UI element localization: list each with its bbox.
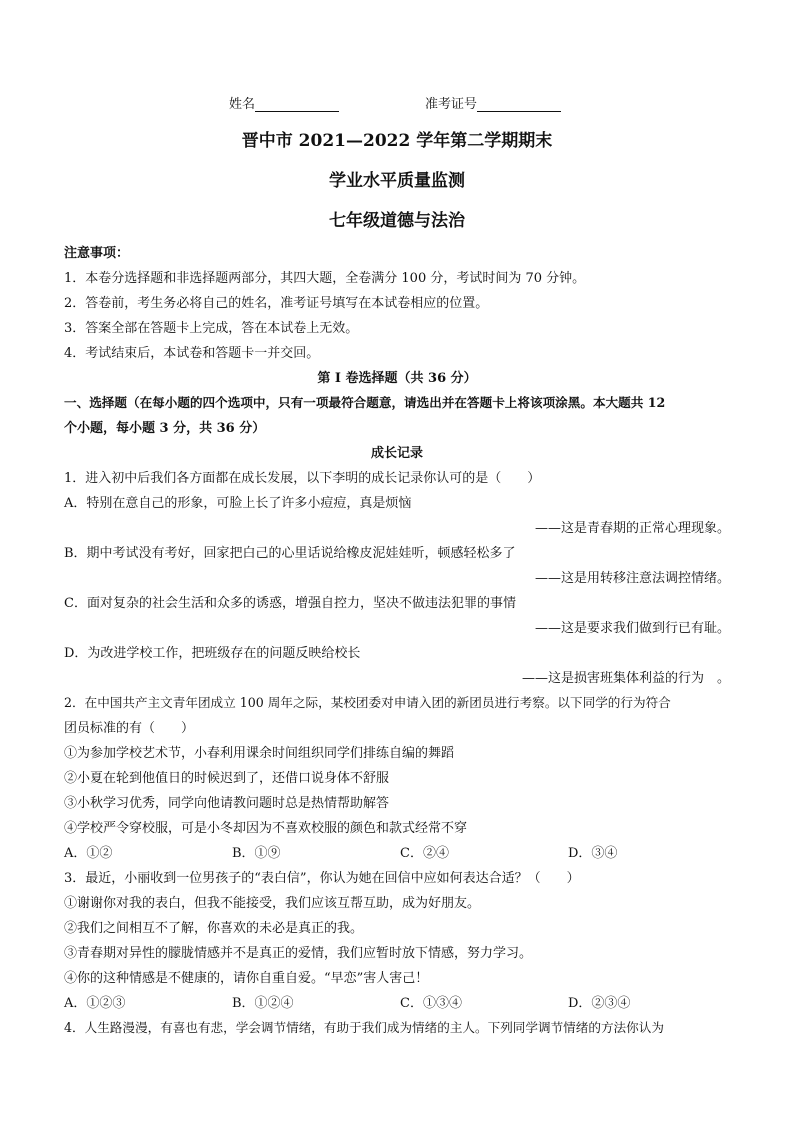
name-field	[229, 93, 339, 112]
question-3-option-b: B．①②④	[232, 996, 294, 1011]
title-line-2: 学业水平质量监测	[329, 171, 465, 191]
note-item: 4．考试结束后，本试卷和答题卡一并交回。	[64, 346, 320, 361]
question-1-option-b: B．期中考试没有考好，回家把白己的心里话说给橡皮泥娃娃听，顿感轻松多了	[64, 546, 516, 561]
question-3-stem: 3．最近，小丽收到一位男孩子的“表白信”，你认为她在回信中应如何表达合适？（ ）	[64, 871, 580, 886]
question-3-item: ④你的这种情感是不健康的，请你自重自爱。“早恋”害人害己！	[64, 971, 429, 986]
name-label: 姓名	[229, 97, 256, 112]
question-2-item: ②小夏在轮到他值日的时候迟到了，还借口说身体不舒服	[64, 771, 390, 786]
question-3-option-c: C．①③④	[400, 996, 462, 1011]
section-subheading: 成长记录	[370, 446, 423, 461]
question-3-item: ②我们之间相互不了解，你喜欢的未必是真正的我。	[64, 921, 364, 936]
question-3-option-d: D．②③④	[568, 996, 631, 1011]
question-2-stem-line-1: 2．在中国共产主文青年团成立 100 周年之际，某校团委对申请入团的新团员进行考察。以下同学的行为符合	[64, 695, 671, 710]
question-1-option-a: A．特别在意自己的形象，可脸上长了许多小痘痘，真是烦恼	[64, 496, 412, 511]
id-field	[425, 93, 561, 112]
question-3-option-a: A．①②③	[64, 996, 126, 1011]
name-blank	[255, 97, 339, 112]
note-item: 3．答案全部在答题卡上完成，答在本试卷上无效。	[64, 321, 359, 336]
notes-heading: 注意事项：	[64, 246, 130, 261]
note-item: 1．本卷分选择题和非选择题两部分，其四大题，全卷满分 100 分，考试时间为 70 分钟。	[64, 271, 586, 286]
question-2-option-d: D．③④	[568, 846, 618, 861]
question-3-item: ③青春期对异性的朦胧情感并不是真正的爱情，我们应暂时放下情感，努力学习。	[64, 946, 533, 961]
question-1-option-a-comment: ——这是青春期的正常心理现象。	[534, 521, 730, 536]
question-1-option-d-comment: ——这是损害班集体利益的行为 。	[521, 671, 730, 686]
title-line-3: 七年级道德与法治	[329, 211, 465, 231]
section-intro-line-1: 一、选择题（在每小题的四个选项中，只有一项最符合题意，请选出并在答题卡上将该项涂黑。本大题共 12	[64, 395, 666, 410]
question-2-item: ④学校严令穿校服，可是小冬却因为不喜欢校服的颜色和款式经常不穿	[64, 821, 468, 836]
question-1-option-c-comment: ——这是要求我们做到行已有耻。	[534, 621, 730, 636]
section-heading: 第 I 卷选择题（共 36 分）	[317, 371, 477, 386]
question-4-stem: 4．人生路漫漫，有喜也有悲，学会调节情绪，有助于我们成为情绪的主人。下列同学调节情绪的方法你认为	[64, 1020, 664, 1035]
question-3-item: ①谢谢你对我的表白，但我不能接受，我们应该互帮互助，成为好朋友。	[64, 896, 481, 911]
question-1-option-d: D．为改进学校工作，把班级存在的问题反映给校长	[64, 646, 361, 661]
question-2-option-c: C．②④	[400, 846, 449, 861]
question-1-option-b-comment: ——这是用转移注意法调控情绪。	[534, 571, 730, 586]
id-label: 准考证号	[425, 97, 478, 112]
question-2-item: ③小秋学习优秀，同学向他请教问题时总是热情帮助解答	[64, 796, 390, 811]
question-2-option-b: B．①⑨	[232, 846, 281, 861]
question-2-option-a: A．①②	[64, 846, 113, 861]
question-1-option-c: C．面对复杂的社会生活和众多的诱惑，增强自控力，坚决不做违法犯罪的事情	[64, 596, 516, 611]
title-line-1: 晋中市 2021—2022 学年第二学期期末	[241, 131, 553, 151]
question-2-item: ①为参加学校艺术节，小春利用课余时间组织同学们排练自编的舞蹈	[64, 746, 455, 761]
question-1-stem: 1．进入初中后我们各方面都在成长发展，以下李明的成长记录你认可的是（ ）	[64, 471, 541, 486]
note-item: 2．答卷前，考生务必将自己的姓名，准考证号填写在本试卷相应的位置。	[64, 296, 489, 311]
section-intro-line-2: 个小题，每小题 3 分，共 36 分）	[64, 421, 266, 436]
question-2-stem-line-2: 团员标准的有（ ）	[64, 721, 195, 736]
id-blank	[477, 97, 561, 112]
